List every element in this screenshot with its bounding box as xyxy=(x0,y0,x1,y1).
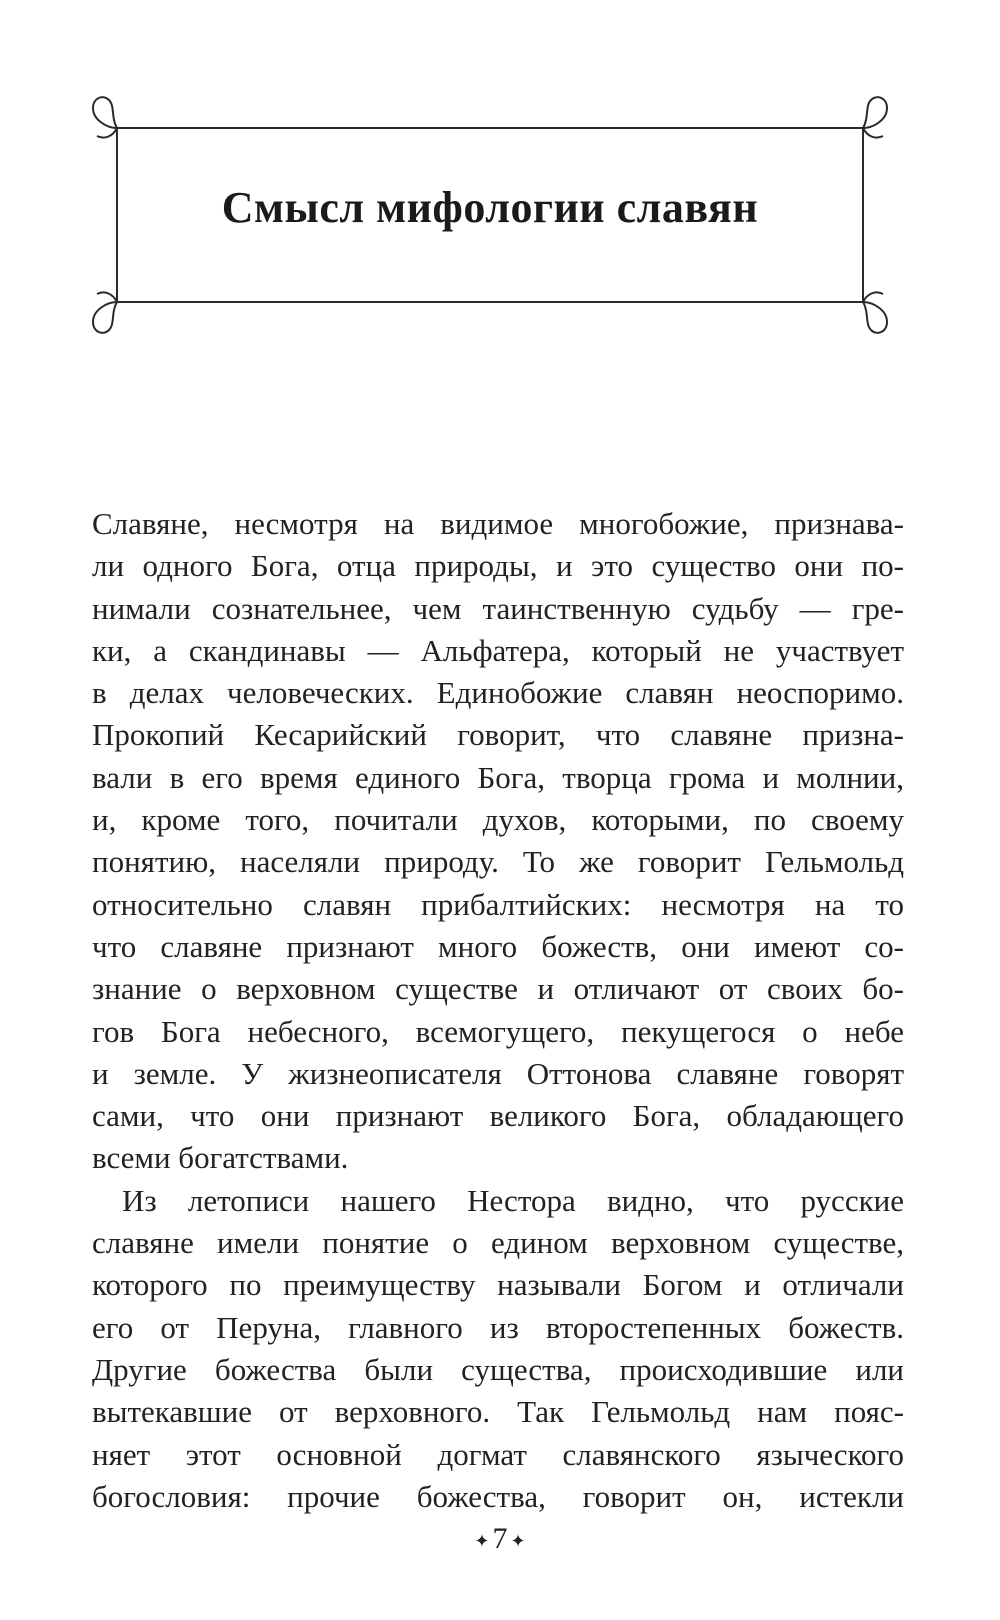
text-line: которого по преимуществу называли Богом и отличали xyxy=(92,1267,904,1303)
text-line: няет этот основной догмат славянского языческого xyxy=(92,1436,904,1472)
body-text xyxy=(92,503,904,1518)
diamond-ornament-icon: ✦ xyxy=(474,1530,490,1551)
text-line: и земле. У жизнеописателя Оттонова славяне говорят xyxy=(92,1055,904,1091)
diamond-ornament-icon: ✦ xyxy=(510,1530,526,1551)
text-line: вытекавшие от верховного. Так Гельмольд нам пояс- xyxy=(92,1394,904,1430)
text-line: нимали сознательнее, чем таинственную судьбу — гре- xyxy=(92,590,904,626)
paragraph-2 xyxy=(92,1180,904,1518)
text-line: и, кроме того, почитали духов, которыми, по своему xyxy=(92,802,904,838)
text-line: ки, а скандинавы — Альфатера, который не участвует xyxy=(92,632,904,668)
text-line: Славяне, несмотря на видимое многобожие, признава- xyxy=(92,506,904,541)
text-line: вали в его время единого Бога, творца грома и молнии, xyxy=(92,759,904,795)
text-line: в делах человеческих. Единобожие славян неоспоримо. xyxy=(92,675,904,711)
text-line: всеми богатствами. xyxy=(92,1140,349,1176)
paragraph-1 xyxy=(92,503,904,1180)
chapter-title: Смысл мифологии славян xyxy=(221,183,759,232)
text-line: Из летописи нашего Нестора видно, что русские xyxy=(122,1182,904,1218)
text-line: богословия: прочие божества, говорит он, истекли xyxy=(92,1478,904,1514)
text-line: сами, что они признают великого Бога, обладающего xyxy=(92,1098,904,1134)
page-number xyxy=(0,1522,1000,1556)
text-line: понятию, населяли природу. То же говорит Гельмольд xyxy=(92,844,904,880)
text-line: Прокопий Кесарийский говорит, что славяне призна- xyxy=(92,717,904,753)
text-line: гов Бога небесного, всемогущего, пекущегося о небе xyxy=(92,1013,904,1049)
text-line: славяне имели понятие о едином верховном существе, xyxy=(92,1225,904,1261)
page-number-value: 7 xyxy=(492,1522,508,1555)
chapter-title-frame xyxy=(85,90,895,340)
text-line: Другие божества были существа, происходившие или xyxy=(92,1351,904,1387)
text-line: его от Перуна, главного из второстепенных божеств. xyxy=(92,1309,904,1345)
text-line: что славяне признают много божеств, они имеют со- xyxy=(92,928,904,964)
text-line: относительно славян прибалтийских: несмотря на то xyxy=(92,886,904,922)
text-line: знание о верховном существе и отличают от своих бо- xyxy=(92,971,904,1007)
text-line: ли одного Бога, отца природы, и это существо они по- xyxy=(92,548,904,584)
